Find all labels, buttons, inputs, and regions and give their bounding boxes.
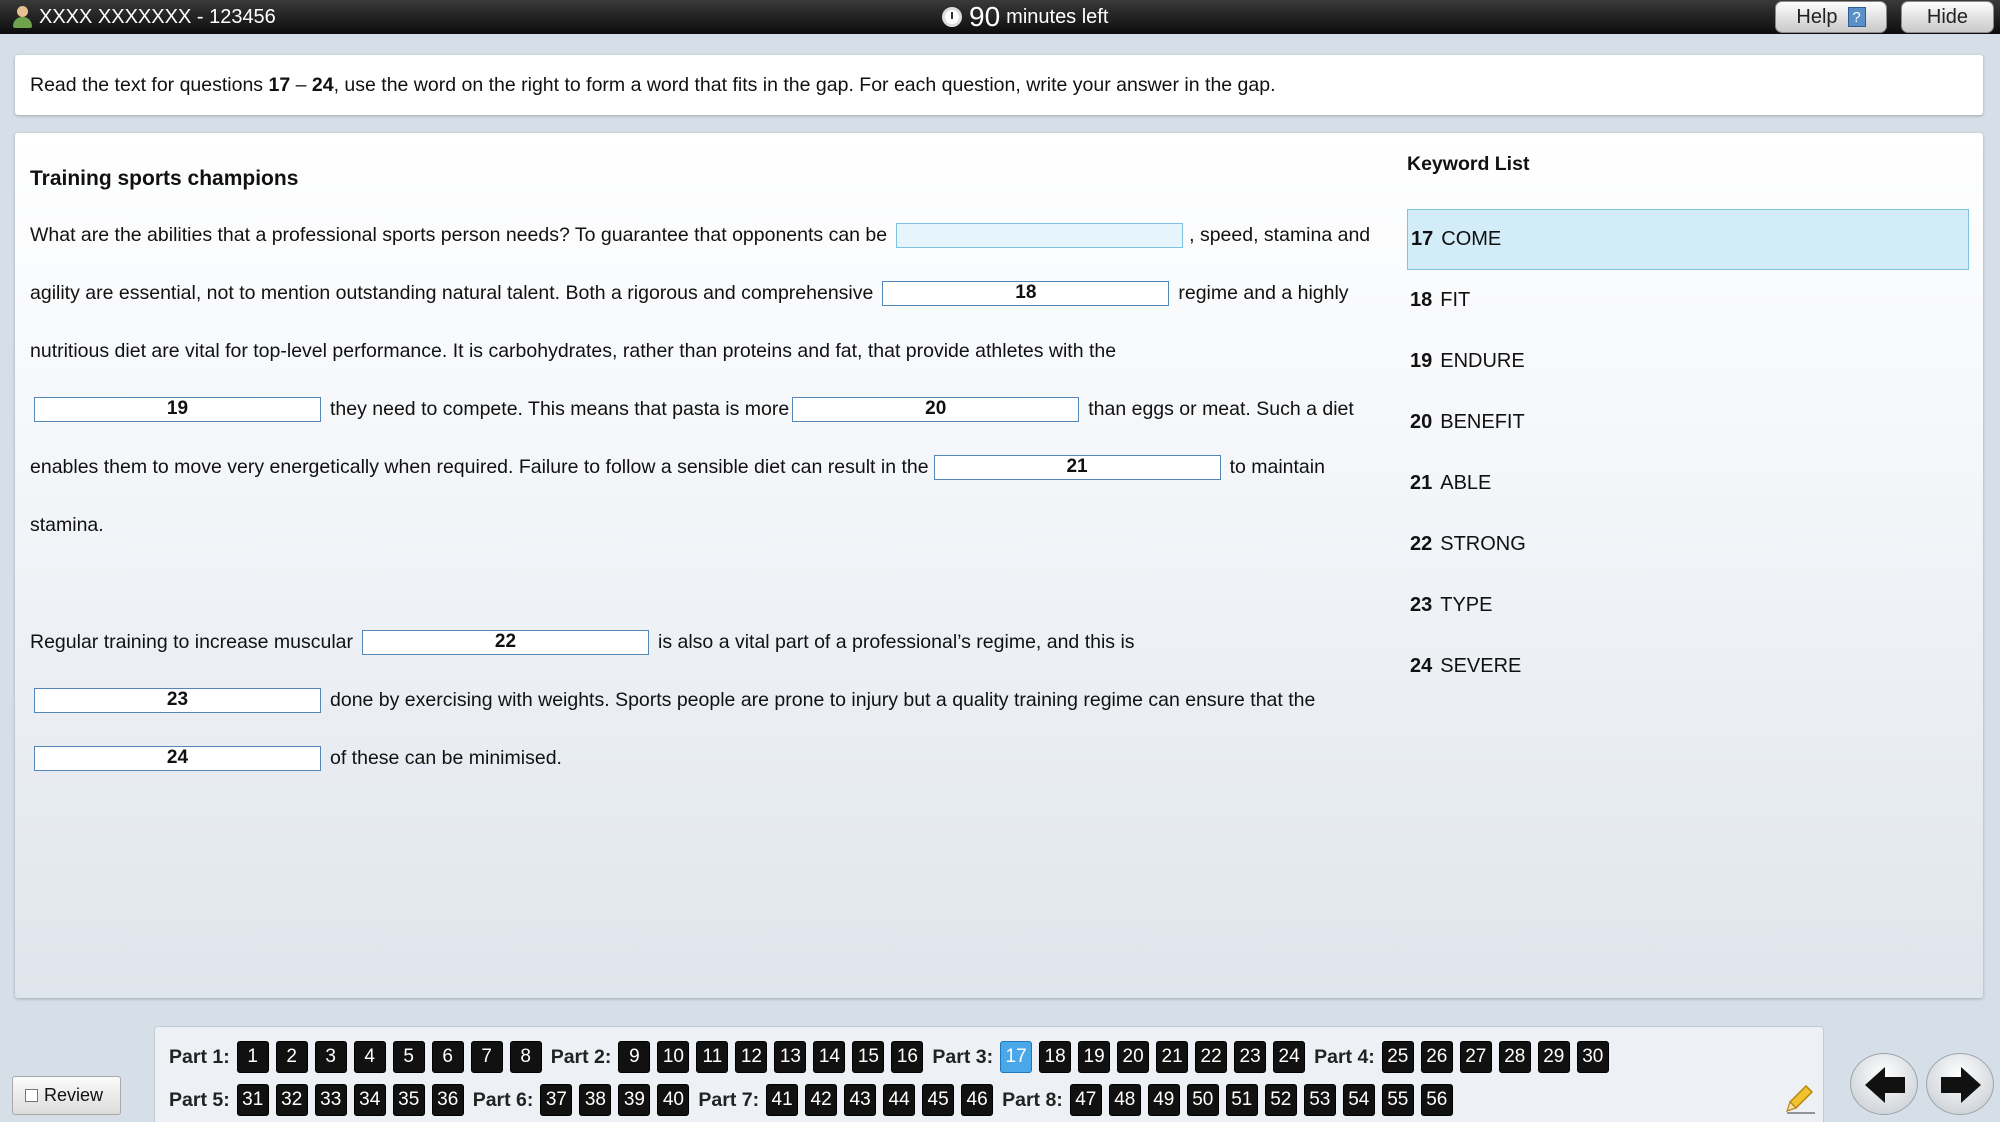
question-nav-button-54[interactable]: 54: [1343, 1084, 1375, 1116]
keyword-item: [1407, 575, 1969, 636]
navigator-part-group: [551, 1041, 924, 1073]
question-nav-button-16[interactable]: 16: [891, 1041, 923, 1073]
question-nav-button-26[interactable]: 26: [1421, 1041, 1453, 1073]
question-nav-button-23[interactable]: 23: [1234, 1041, 1266, 1073]
timer: [942, 0, 1108, 34]
question-nav-button-12[interactable]: 12: [735, 1041, 767, 1073]
keyword-word: BENEFIT: [1440, 411, 1525, 433]
question-nav-button-34[interactable]: 34: [354, 1084, 386, 1116]
passage-line-8: [30, 686, 1315, 714]
question-nav-button-2[interactable]: 2: [276, 1041, 308, 1073]
question-nav-button-6[interactable]: 6: [432, 1041, 464, 1073]
keyword-item: [1407, 636, 1969, 697]
question-nav-button-11[interactable]: 11: [696, 1041, 728, 1073]
pencil-icon[interactable]: [1784, 1080, 1818, 1114]
question-nav-button-42[interactable]: 42: [805, 1084, 837, 1116]
part-label: Part 4:: [1314, 1045, 1375, 1068]
passage-title: Training sports champions: [30, 167, 299, 190]
passage-line-6: [30, 511, 104, 539]
question-nav-button-40[interactable]: 40: [657, 1084, 689, 1116]
question-nav-button-55[interactable]: 55: [1382, 1084, 1414, 1116]
keyword-number: 24: [1410, 655, 1433, 677]
keyword-number: 22: [1410, 533, 1433, 555]
timer-suffix: minutes left: [1006, 5, 1109, 28]
instructions-dash: –: [290, 74, 312, 96]
question-nav-button-24[interactable]: 24: [1273, 1041, 1305, 1073]
question-nav-button-25[interactable]: 25: [1382, 1041, 1414, 1073]
passage-text: enables them to move very energetically when required. Failure to follow a sensible diet can result in the: [30, 455, 929, 478]
passage-text: agility are essential, not to mention outstanding natural talent. Both a rigorous and comprehensive: [30, 281, 874, 304]
instructions-bar: [15, 55, 1983, 115]
keyword-list-title: Keyword List: [1407, 153, 1530, 175]
question-nav-button-45[interactable]: 45: [922, 1084, 954, 1116]
keyword-word: TYPE: [1440, 594, 1493, 616]
question-nav-button-9[interactable]: 9: [618, 1041, 650, 1073]
question-nav-button-10[interactable]: 10: [657, 1041, 689, 1073]
question-nav-button-19[interactable]: 19: [1078, 1041, 1110, 1073]
review-checkbox[interactable]: [25, 1089, 38, 1102]
question-nav-button-29[interactable]: 29: [1538, 1041, 1570, 1073]
review-label: Review: [44, 1085, 104, 1105]
part-label: Part 5:: [169, 1088, 230, 1111]
question-nav-button-1[interactable]: 1: [237, 1041, 269, 1073]
keyword-number: 19: [1410, 350, 1433, 372]
passage-line-4: [30, 395, 1354, 423]
navigator-part-group: [1314, 1041, 1609, 1073]
keyword-word: ENDURE: [1440, 350, 1525, 372]
passage-line-5: [30, 453, 1325, 481]
candidate-name: XXXX XXXXXXX - 123456: [39, 5, 276, 28]
passage-line-7: [30, 628, 1135, 656]
question-nav-button-33[interactable]: 33: [315, 1084, 347, 1116]
question-nav-button-41[interactable]: 41: [766, 1084, 798, 1116]
answer-gap-22[interactable]: 22: [362, 630, 649, 655]
question-nav-button-51[interactable]: 51: [1226, 1084, 1258, 1116]
arrow-right-icon: [1927, 1054, 1995, 1116]
question-nav-button-30[interactable]: 30: [1577, 1041, 1609, 1073]
keyword-item: [1407, 270, 1969, 331]
question-nav-button-21[interactable]: 21: [1156, 1041, 1188, 1073]
keyword-word: SEVERE: [1440, 655, 1522, 677]
question-nav-button-56[interactable]: 56: [1421, 1084, 1453, 1116]
answer-gap-24[interactable]: 24: [34, 746, 321, 771]
question-nav-button-47[interactable]: 47: [1070, 1084, 1102, 1116]
passage-line-2: [30, 279, 1349, 307]
navigator-row: [169, 1039, 1618, 1075]
question-panel: [15, 133, 1983, 998]
keyword-number: 21: [1410, 472, 1433, 494]
keyword-item: [1407, 514, 1969, 575]
question-nav-button-43[interactable]: 43: [844, 1084, 876, 1116]
question-nav-button-28[interactable]: 28: [1499, 1041, 1531, 1073]
help-button[interactable]: [1775, 1, 1887, 33]
part-label: Part 8:: [1002, 1088, 1063, 1111]
passage-text: Regular training to increase muscular: [30, 630, 353, 653]
answer-gap-18[interactable]: 18: [882, 281, 1169, 306]
navigator-part-group: [473, 1084, 690, 1116]
question-nav-button-39[interactable]: 39: [618, 1084, 650, 1116]
help-label: Help: [1796, 5, 1838, 28]
question-nav-button-14[interactable]: 14: [813, 1041, 845, 1073]
alarm-clock-icon: [942, 7, 962, 27]
question-nav-button-20[interactable]: 20: [1117, 1041, 1149, 1073]
keyword-word: ABLE: [1440, 472, 1492, 494]
question-nav-button-8[interactable]: 8: [510, 1041, 542, 1073]
navigator-row: [169, 1082, 1462, 1118]
navigator-part-group: [169, 1084, 464, 1116]
question-nav-button-32[interactable]: 32: [276, 1084, 308, 1116]
passage-text: is also a vital part of a professional’s regime, and this is: [658, 630, 1135, 653]
keyword-number: 17: [1411, 228, 1434, 250]
question-icon: ?: [1848, 7, 1866, 27]
answer-gap-20[interactable]: 20: [792, 397, 1079, 422]
question-nav-button-46[interactable]: 46: [961, 1084, 993, 1116]
part-label: Part 3:: [932, 1045, 994, 1068]
keyword-number: 23: [1410, 594, 1433, 616]
question-nav-button-31[interactable]: 31: [237, 1084, 269, 1116]
instructions-text-before: Read the text for questions: [30, 74, 269, 96]
question-navigator: [154, 1026, 1824, 1122]
hide-button[interactable]: Hide: [1901, 1, 1994, 33]
passage-text: , speed, stamina and: [1189, 223, 1371, 246]
passage-text: to maintain: [1229, 455, 1325, 478]
question-nav-button-27[interactable]: 27: [1460, 1041, 1492, 1073]
instructions-text-after: , use the word on the right to form a word that fits in the gap. For each question, write your answer in the gap.: [333, 74, 1276, 96]
passage-text: nutritious diet are vital for top-level performance. It is carbohydrates, rather than proteins and fat, that provide athletes with the: [30, 339, 1117, 362]
question-nav-button-7[interactable]: 7: [471, 1041, 503, 1073]
question-nav-button-44[interactable]: 44: [883, 1084, 915, 1116]
passage-text: they need to compete. This means that pasta is more: [330, 397, 790, 420]
keyword-item: [1407, 392, 1969, 453]
answer-gap-17[interactable]: [896, 223, 1183, 248]
question-nav-button-17[interactable]: 17: [1000, 1041, 1032, 1073]
keyword-word: FIT: [1440, 289, 1471, 311]
answer-gap-21[interactable]: 21: [934, 455, 1221, 480]
passage-text: regime and a highly: [1178, 281, 1349, 304]
keyword-word: STRONG: [1440, 533, 1526, 555]
question-nav-button-38[interactable]: 38: [579, 1084, 611, 1116]
question-nav-button-48[interactable]: 48: [1109, 1084, 1141, 1116]
question-nav-button-3[interactable]: 3: [315, 1041, 347, 1073]
passage-text: stamina.: [30, 513, 104, 536]
navigator-part-group: [169, 1041, 542, 1073]
passage-text: of these can be minimised.: [330, 746, 562, 769]
keyword-item: [1407, 331, 1969, 392]
passage-line-9: [30, 744, 562, 772]
part-label: Part 2:: [550, 1045, 612, 1068]
answer-gap-23[interactable]: 23: [34, 688, 321, 713]
navigator-part-group: [698, 1084, 993, 1116]
passage-text: than eggs or meat. Such a diet: [1088, 397, 1354, 420]
question-nav-button-13[interactable]: 13: [774, 1041, 806, 1073]
top-bar: [0, 0, 2000, 34]
keyword-number: 20: [1410, 411, 1433, 433]
question-nav-button-18[interactable]: 18: [1039, 1041, 1071, 1073]
keyword-number: 18: [1410, 289, 1433, 311]
part-label: Part 7:: [698, 1088, 760, 1111]
keyword-item: [1407, 209, 1969, 270]
navigator-part-group: [932, 1041, 1305, 1073]
passage-line-3: [30, 337, 1116, 365]
candidate-info: [12, 0, 276, 34]
question-nav-button-15[interactable]: 15: [852, 1041, 884, 1073]
question-nav-button-22[interactable]: 22: [1195, 1041, 1227, 1073]
question-nav-button-49[interactable]: 49: [1148, 1084, 1180, 1116]
timer-value: 90: [969, 1, 1001, 32]
arrow-left-icon: [1851, 1054, 1919, 1116]
part-label: Part 1:: [169, 1045, 230, 1068]
next-button[interactable]: [1926, 1053, 1994, 1115]
question-nav-button-4[interactable]: 4: [354, 1041, 386, 1073]
review-button[interactable]: [12, 1076, 121, 1115]
instructions-q-to: 24: [311, 74, 334, 96]
instructions-q-from: 17: [268, 74, 291, 96]
question-nav-button-35[interactable]: 35: [393, 1084, 425, 1116]
question-nav-button-53[interactable]: 53: [1304, 1084, 1336, 1116]
passage-text: What are the abilities that a professional sports person needs? To guarantee that opponents can be: [30, 223, 888, 246]
question-nav-button-52[interactable]: 52: [1265, 1084, 1297, 1116]
keyword-list: [1407, 209, 1969, 697]
part-label: Part 6:: [472, 1088, 534, 1111]
question-nav-button-36[interactable]: 36: [432, 1084, 464, 1116]
previous-button[interactable]: [1850, 1053, 1918, 1115]
question-nav-button-37[interactable]: 37: [540, 1084, 572, 1116]
passage-line-1: [30, 221, 1370, 249]
person-icon: [12, 5, 32, 29]
question-nav-button-50[interactable]: 50: [1187, 1084, 1219, 1116]
answer-gap-19[interactable]: 19: [34, 397, 321, 422]
question-nav-button-5[interactable]: 5: [393, 1041, 425, 1073]
keyword-item: [1407, 453, 1969, 514]
navigator-part-group: [1002, 1084, 1453, 1116]
passage-text: done by exercising with weights. Sports people are prone to injury but a quality training regime can ensure that the: [330, 688, 1316, 711]
keyword-word: COME: [1441, 228, 1502, 250]
